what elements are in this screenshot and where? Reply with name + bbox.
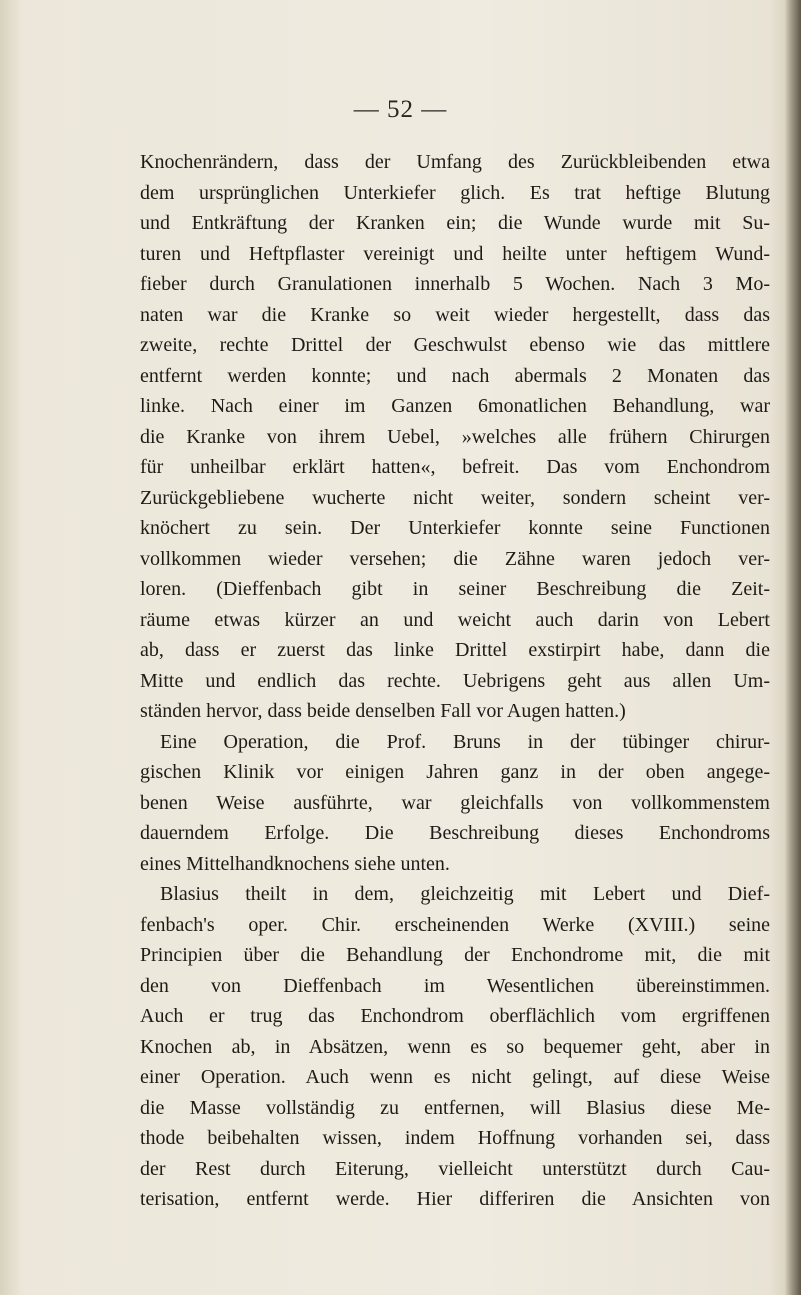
text-line: zweite, rechte Drittel der Geschwulst ebenso wie das mittlere [140,334,770,356]
text-line: linke. Nach einer im Ganzen 6monatlichen Behandlung, war [140,395,770,417]
text-line: dem ursprünglichen Unterkiefer glich. Es trat heftige Blutung [140,181,770,204]
text-line: terisation, entfernt werde. Hier differiren die Ansichten von [140,1188,770,1210]
text-line: fenbach's oper. Chir. erscheinenden Werke (XVIII.) seine [140,913,770,936]
text-line: fieber durch Granulationen innerhalb 5 Wochen. Nach 3 Mo- [140,273,770,295]
text-line: vollkommen wieder versehen; die Zähne waren jedoch ver- [140,547,770,570]
text-line: Principien über die Behandlung der Enchondrome mit, die mit [140,944,770,966]
text-line: Eine Operation, die Prof. Bruns in der tübinger chirur- [160,730,770,753]
text-line: Knochenrändern, dass der Umfang des Zurückbleibenden etwa [140,151,770,173]
text-line: knöchert zu sein. Der Unterkiefer konnte seine Functionen [140,517,770,539]
text-line: entfernt werden konnte; und nach abermals 2 Monaten das [140,364,770,387]
text-line: und Entkräftung der Kranken ein; die Wunde wurde mit Su- [140,212,770,234]
text-line: einer Operation. Auch wenn es nicht gelingt, auf diese Weise [140,1066,770,1088]
page-number: — 52 — [353,96,448,123]
text-line: Auch er trug das Enchondrom oberflächlich vom ergriffenen [140,1005,770,1027]
body-text [140,147,770,1215]
text-line: die Masse vollständig zu entfernen, will Blasius diese Me- [140,1096,770,1119]
text-line: räume etwas kürzer an und weicht auch darin von Lebert [140,608,770,631]
text-line: ständen hervor, dass beide denselben Fall vor Augen hatten.) [140,700,626,722]
text-line: den von Dieffenbach im Wesentlichen übereinstimmen. [140,974,770,997]
text-line: der Rest durch Eiterung, vielleicht unterstützt durch Cau- [140,1157,770,1180]
book-gutter-shadow [785,0,801,1295]
text-line: naten war die Kranke so weit wieder hergestellt, dass das [140,303,770,326]
text-line: ab, dass er zuerst das linke Drittel exstirpirt habe, dann die [140,639,770,661]
text-line: für unheilbar erklärt hatten«, befreit. Das vom Enchondrom [140,456,770,478]
text-line: Knochen ab, in Absätzen, wenn es so bequemer geht, aber in [140,1035,770,1058]
text-line: loren. (Dieffenbach gibt in seiner Beschreibung die Zeit- [140,578,770,600]
text-line: Blasius theilt in dem, gleichzeitig mit Lebert und Dief- [160,883,770,905]
text-line: eines Mittelhandknochens siehe unten. [140,852,450,875]
text-line: gischen Klinik vor einigen Jahren ganz in der oben angege- [140,761,770,783]
text-line: Mitte und endlich das rechte. Uebrigens geht aus allen Um- [140,669,770,692]
text-line: die Kranke von ihrem Uebel, »welches alle frühern Chirurgen [140,425,770,448]
text-line: dauerndem Erfolge. Die Beschreibung dieses Enchondroms [140,822,770,844]
text-line: thode beibehalten wissen, indem Hoffnung vorhanden sei, dass [140,1127,770,1149]
text-line: Zurückgebliebene wucherte nicht weiter, sondern scheint ver- [140,486,770,509]
text-line: turen und Heftpflaster vereinigt und heilte unter heftigem Wund- [140,242,770,265]
text-line: benen Weise ausführte, war gleichfalls von vollkommenstem [140,791,770,814]
